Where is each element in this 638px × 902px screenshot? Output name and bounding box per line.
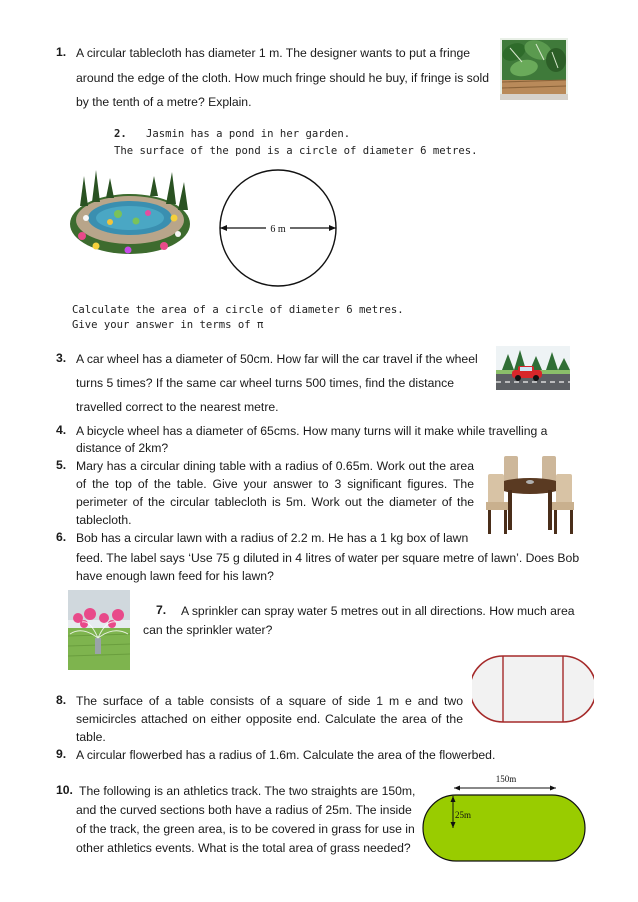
question-number: 5. bbox=[56, 458, 67, 472]
question-number: 6. bbox=[56, 530, 67, 544]
question-number: 3. bbox=[56, 351, 67, 365]
question-text-line: Give your answer in terms of π bbox=[72, 319, 264, 331]
question-text-line: Bob has a circular lawn with a radius of 2.2 m. He has a 1 kg box of lawn bbox=[76, 531, 469, 545]
arrowhead-right-icon bbox=[550, 786, 556, 791]
question-text-line: A bicycle wheel has a diameter of 65cms. How many turns will it make while travelling a bbox=[76, 424, 548, 438]
question-text-line: around the edge of the cloth. How much fringe should he buy, if fringe is sold bbox=[76, 71, 490, 85]
straight-length-label: 150m bbox=[495, 774, 517, 784]
pond-circle-diagram bbox=[218, 168, 338, 288]
sprinkler-image bbox=[68, 590, 130, 670]
question-text-line: travelled correct to the nearest metre. bbox=[76, 400, 279, 414]
question-text-line: Calculate the area of a circle of diameter 6 metres. bbox=[72, 304, 404, 316]
radius-label: 25m bbox=[455, 810, 472, 820]
garden-pond-image bbox=[66, 166, 194, 258]
question-text-line: and the curved sections both have a radius of 25m. The inside bbox=[76, 803, 412, 817]
question-text-line: table. bbox=[76, 730, 106, 744]
car-on-road-image bbox=[496, 346, 570, 390]
arrowhead-left-icon bbox=[454, 786, 460, 791]
question-text-line: The surface of the pond is a circle of diameter 6 metres. bbox=[114, 145, 478, 157]
question-text-line: by the tenth of a metre? Explain. bbox=[76, 95, 252, 109]
question-text-line: have enough lawn feed for his lawn? bbox=[76, 569, 274, 583]
arrowhead-right-icon bbox=[329, 225, 336, 231]
question-text-line: A circular tablecloth has diameter 1 m. The designer wants to put a fringe bbox=[76, 46, 471, 60]
athletics-track-diagram bbox=[420, 770, 590, 866]
question-text-line: The following is an athletics track. The two straights are 150m, bbox=[79, 784, 416, 798]
question-text-line: tablecloth. bbox=[76, 513, 132, 527]
question-text-line: of the track, the green area, is to be covered in grass for use in bbox=[76, 822, 415, 836]
question-text-line: The surface of a table consists of a square of side 1 m e and two bbox=[76, 694, 463, 708]
dining-table-image bbox=[484, 452, 576, 536]
question-text-line: feed. The label says ‘Use 75 g diluted in 4 litres of water per square metre of lawn’. Does Bob bbox=[76, 551, 580, 565]
question-text-line: perimeter of the circular tablecloth is 5m. Work out the diameter of the bbox=[76, 495, 474, 509]
table-shape-diagram bbox=[472, 654, 594, 724]
question-text-line: distance of 2km? bbox=[76, 441, 169, 455]
question-text-line: Jasmin has a pond in her garden. bbox=[146, 128, 351, 140]
question-text-line: semicircles attached on either opposite end. Calculate the area of the bbox=[76, 712, 463, 726]
question-text-line: A car wheel has a diameter of 50cm. How far will the car travel if the wheel bbox=[76, 352, 478, 366]
question-text-line: other athletics events. What is the total area of grass needed? bbox=[76, 841, 411, 855]
tropical-leaves-image bbox=[500, 38, 568, 100]
arrowhead-left-icon bbox=[220, 225, 227, 231]
question-number: 1. bbox=[56, 45, 67, 59]
question-text-line: A sprinkler can spray water 5 metres out in all directions. How much area bbox=[181, 604, 575, 618]
question-text-line: A circular flowerbed has a radius of 1.6m. Calculate the area of the flowerbed. bbox=[76, 748, 496, 762]
question-number: 7. bbox=[156, 603, 167, 617]
question-text-line: can the sprinkler water? bbox=[143, 623, 273, 637]
question-number: 4. bbox=[56, 423, 67, 437]
question-text-line: turns 5 times? If the same car wheel turns 500 times, find the distance bbox=[76, 376, 454, 390]
question-text-line: of the top of the table. Give your answer to 3 significant figures. The bbox=[76, 477, 474, 491]
track-grass-area bbox=[423, 795, 585, 861]
question-number: 9. bbox=[56, 747, 67, 761]
diameter-label: 6 m bbox=[270, 224, 286, 235]
question-text-line: Mary has a circular dining table with a radius of 0.65m. Work out the area bbox=[76, 459, 474, 473]
table-outline bbox=[472, 656, 594, 722]
question-number: 8. bbox=[56, 693, 67, 707]
question-number: 2. bbox=[114, 128, 127, 140]
question-number: 10. bbox=[56, 783, 73, 797]
